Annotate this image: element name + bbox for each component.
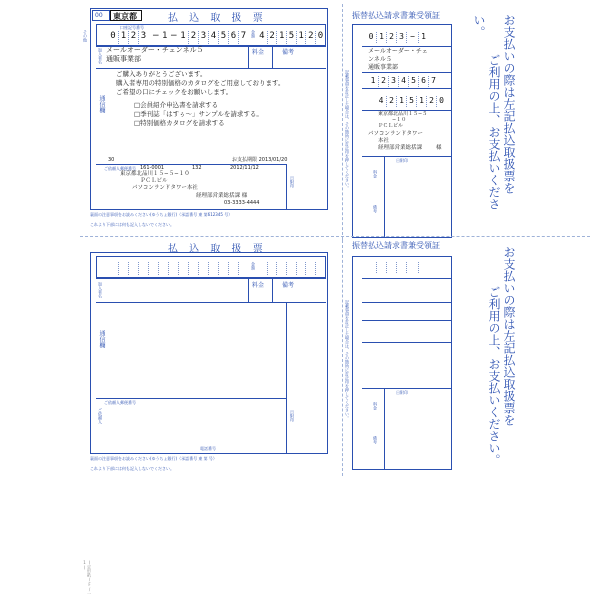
person: 経理部営業総括課 様: [196, 193, 248, 199]
amount-cells: 4 2 1 5 1 2 0: [257, 31, 325, 44]
phone-label: 電話番号: [200, 446, 216, 451]
code2: 132: [192, 165, 202, 171]
stamp-label: 日附印: [290, 176, 295, 188]
receipt-side-note: 記載事項を訂正した場合は、その箇所に訂正印を押してください。: [345, 70, 350, 190]
divider: [96, 398, 286, 399]
receipt-building: ＰＣＬビル: [378, 123, 404, 129]
remarks-label: 備考: [282, 49, 295, 56]
kin-label: 金額: [251, 30, 256, 38]
account-dash: −: [152, 31, 160, 41]
receipt-title: 振替払込請求書兼受領証: [352, 241, 440, 250]
code-value: 00: [95, 12, 103, 19]
receipt-stamp-label: 日附印: [396, 390, 408, 395]
notice-line-2: ご利用の上、お支払いください。: [487, 286, 501, 466]
kin-label: 金額: [251, 262, 256, 270]
option-item[interactable]: □季刊誌「はすぅ〜」サンプルを請求する。: [134, 110, 263, 118]
bottom-note: これより下部には何も記入しないでください。: [90, 222, 174, 227]
building: ＰＣＬビル: [140, 178, 168, 184]
divider: [272, 278, 273, 302]
slip-title: 払 込 取 扱 票: [168, 244, 267, 255]
footer-code: (定形紙/F/一1): [82, 560, 92, 596]
receipt-account-cells: 0 1 2 3 − 1: [366, 32, 448, 43]
stamp-label: 日附印: [290, 410, 295, 422]
remarks-label: 備考: [282, 282, 295, 289]
receipt-address: 東京都北品川１５−５: [378, 111, 428, 117]
due-date: お支払期限 2013/01/20: [232, 157, 288, 163]
divider: [384, 156, 385, 238]
divider: [96, 68, 326, 69]
receipt-payee: メールオーダー・チェ: [368, 48, 428, 55]
receipt-company: パソコンランドタワー: [368, 131, 423, 137]
irainin-label: ご依頼人: [98, 408, 103, 424]
prefecture-box: [110, 10, 142, 21]
message-line: ご購入ありがとうございます。: [116, 70, 207, 78]
receipt-person: 経理部営業総括課: [378, 145, 423, 151]
divider: [362, 388, 452, 389]
address: 東京都北品川１５−５−１０: [120, 171, 190, 177]
notice-line-1: お支払いの際は左記払込取扱票を: [502, 246, 516, 426]
divider: [96, 278, 326, 279]
payee-dept: 通販事業部: [106, 55, 141, 63]
postal-code: 161-0001: [140, 165, 165, 171]
perforation-horizontal: [80, 236, 590, 237]
divider: [362, 46, 452, 47]
slip-title: 払 込 取 扱 票: [168, 13, 267, 24]
receipt-stamp-label: 日附印: [396, 158, 408, 163]
receipt-remarks-label: 備考: [373, 205, 378, 213]
postal-label: ご依頼人郵便番号: [104, 400, 136, 405]
receipt-dept: 通販事業部: [368, 64, 399, 71]
receipt-sama: 様: [436, 145, 442, 151]
account-one: 1: [162, 31, 168, 41]
kanyusha-label: 加入者名: [98, 48, 103, 64]
account-dash2: −: [170, 31, 178, 41]
message-line: ご希望の口にチェックをお願いします。: [116, 88, 233, 96]
irainin-label: ご依頼人郵便番号: [104, 166, 136, 171]
divider: [362, 320, 452, 321]
issue-date: 2012/11/12: [230, 165, 259, 171]
divider: [362, 72, 452, 73]
left-note: その他: [83, 30, 88, 42]
account-number-cells: 1 2 3 4 5 6 7: [178, 31, 248, 44]
receipt-fee-label: 料金: [373, 170, 378, 178]
divider: [286, 164, 287, 210]
receipt-remarks-label: 備考: [373, 436, 378, 444]
divider: [362, 88, 452, 89]
account-label: 口座記号番号: [120, 25, 144, 30]
divider: [272, 46, 273, 68]
bank-note: 裏面の注意事項をお読みください(ゆうちょ銀行)（承認番号 東 第612345 号）: [90, 212, 233, 217]
notice-line-1: お支払いの際は左記払込取扱票を: [502, 14, 516, 194]
receipt-fee-label: 料金: [373, 402, 378, 410]
notice-line-2: ご利用の上、お支払いください。: [472, 14, 501, 210]
kanyusha-label: 加入者名: [98, 282, 103, 298]
divider: [248, 278, 249, 302]
prefecture-value: 東京都: [113, 12, 137, 21]
receipt-account-number: 1 2 3 4 5 6 7: [368, 76, 438, 87]
company: パソコンランドタワー本社: [132, 185, 198, 191]
message-line: 購入者専用の特別価格のカタログをご用意しております。: [116, 79, 285, 87]
tsushin-label: 通信欄: [98, 95, 105, 113]
code-box: [92, 10, 110, 21]
payee-name: メールオーダー・チェンネル５: [106, 46, 204, 54]
bottom-note: これより下部には何も記入しないでください。: [90, 466, 174, 471]
divider: [248, 46, 249, 68]
payment-notice: [468, 246, 516, 466]
receipt-frame: [352, 256, 452, 470]
divider: [362, 278, 452, 279]
divider: [286, 302, 287, 454]
account-symbol-cells: 0 1 2 3: [108, 31, 148, 44]
option-item[interactable]: □会員紹介申込書を請求する: [134, 101, 219, 109]
fee-label: 料金: [252, 49, 265, 56]
account-cells: [108, 262, 248, 275]
perforation: [342, 4, 343, 240]
receipt-payee2: ンネル５: [368, 56, 392, 63]
ref-number: 30: [108, 157, 115, 163]
bank-note: 裏面の注意事項をお読みください(ゆうちょ銀行)（承認番号 東 第 号）: [90, 456, 217, 461]
divider: [362, 156, 452, 157]
tsushin-label: 通信欄: [98, 330, 105, 348]
receipt-side-note: 記載事項を訂正した場合は、その箇所に訂正印を押してください。: [345, 300, 350, 420]
fee-label: 料金: [252, 282, 265, 289]
receipt-amount: 4 2 1 5 1 2 0: [376, 96, 446, 107]
receipt-company2: 本社: [378, 138, 390, 144]
receipt-title: 振替払込請求書兼受領証: [352, 11, 440, 20]
payment-notice: [468, 14, 516, 214]
perforation: [342, 240, 343, 476]
phone: 03-3333-4444: [224, 200, 260, 206]
amount-cells: [257, 262, 325, 275]
divider: [384, 388, 385, 470]
divider: [96, 302, 326, 303]
divider: [362, 302, 452, 303]
divider: [362, 342, 452, 343]
option-item[interactable]: □特別価格カタログを請求する: [134, 119, 225, 127]
receipt-address2: −１０: [392, 117, 407, 123]
message-block: [116, 70, 284, 128]
receipt-account-cells: [366, 262, 448, 273]
